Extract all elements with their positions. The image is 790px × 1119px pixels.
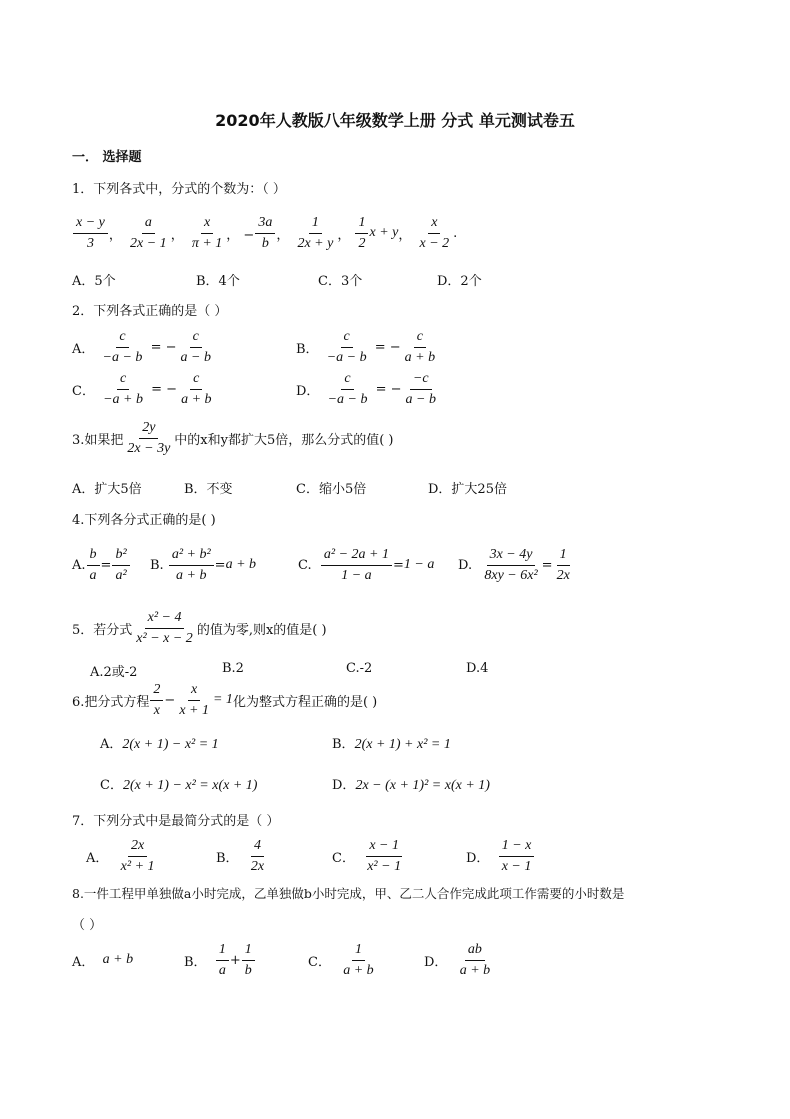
q2-option-b: B． c −a − b = − c a + b <box>296 329 436 365</box>
q6-stem: 6.把分式方程 2 x − $\frac{x}{x + 1}$ = 1 化为整式方程正确的是( ) <box>72 682 378 718</box>
q1-stem: 1．下列各式中，分式的个数为：（ ） <box>72 182 286 197</box>
q5-option-b: B.2 <box>222 661 244 676</box>
q1-expr-7: x x − 2 <box>419 215 450 251</box>
q7-option-a: A． 2x x² + 1 <box>86 838 155 874</box>
q4-stem: 4.下列各分式正确的是( ) <box>72 513 216 528</box>
q1-expr-6: 1 2 <box>355 214 368 252</box>
q8-stem: 8.一件工程甲单独做a小时完成，乙单独做b小时完成，甲、乙二人合作完成此项工作需要的小时数是 <box>72 886 625 901</box>
q3-option-a: A．扩大5倍 <box>72 482 142 497</box>
q1-expr-4: 3a b <box>255 214 275 252</box>
q2-option-d: D． c −a − b = − −c a − b <box>296 371 436 407</box>
q4-option-a: A. b a = b² a² <box>72 545 131 585</box>
q4-option-d: D. 3x − 4y 8xy − 6x² = 1 2x <box>458 547 570 583</box>
q3-option-d: D．扩大25倍 <box>428 482 507 497</box>
q1-expr-1: x − y 3 <box>73 214 108 252</box>
q3-option-b: B．不变 <box>184 482 233 497</box>
q5-stem: 5．若分式 x² − 4 x² − x − 2 的值为零,则x的值是( ) <box>72 610 327 646</box>
q1-expr-2: a 2x − 1 <box>130 215 167 251</box>
q5-option-c: C.-2 <box>346 661 373 676</box>
q1-option-a: A．5个 <box>72 274 116 289</box>
q8-option-c: C． 1 a + b <box>308 942 374 978</box>
section-heading: 一． 选择题 <box>72 150 142 165</box>
q6-option-d: D．2x − (x + 1)² = x(x + 1) <box>332 778 490 793</box>
q7-option-d: D． 1 − x x − 1 <box>466 836 535 876</box>
q5-fraction: x² − 4 x² − x − 2 <box>136 610 193 646</box>
q8-option-b: B． 1 a + 1 b <box>184 940 256 980</box>
q1-option-b: B．4个 <box>196 274 240 289</box>
q6-option-c: C．2(x + 1) − x² = x(x + 1) <box>100 778 258 793</box>
q4-option-b: B. a² + b² a + b = a + b <box>150 547 257 583</box>
q1-expr-3: x π + 1 <box>191 215 223 251</box>
q1-expressions: x − y 3 ， a 2x − 1 ， x π + 1 ， − 3a b ， 1 2x + y ， 1 2 x + y ， x x − 2 . <box>72 213 457 253</box>
q7-stem: 7．下列分式中是最简分式的是（ ） <box>72 814 280 829</box>
q8-option-d: D． ab a + b <box>424 942 491 978</box>
page-title: 2020年人教版八年级数学上册 分式 单元测试卷五 <box>215 111 575 130</box>
q7-option-b: B． 4 2x <box>216 838 265 874</box>
q1-option-d: D．2个 <box>437 274 482 289</box>
q6-option-b: B．2(x + 1) + x² = 1 <box>332 737 451 752</box>
q2-option-a: A． c −a − b = − c a − b <box>72 329 211 365</box>
q3-option-c: C．缩小5倍 <box>296 482 367 497</box>
q8-option-a: A． a + b <box>72 952 134 970</box>
q1-option-c: C．3个 <box>318 274 363 289</box>
q2-option-c: C． c −a + b = − c a + b <box>72 371 212 407</box>
q5-option-d: D.4 <box>466 661 489 676</box>
q5-option-a: A.2或-2 <box>90 665 138 680</box>
q4-option-c: C. a² − 2a + 1 1 − a = 1 − a <box>298 547 435 583</box>
q6-option-a: A．2(x + 1) − x² = 1 <box>100 737 219 752</box>
q8-paren: （ ） <box>72 918 103 933</box>
q2-stem: 2．下列各式正确的是（ ） <box>72 304 228 319</box>
q7-option-c: C． x − 1 x² − 1 <box>332 838 402 874</box>
q3-stem: 3.如果把 2y 2x − 3y 中的x和y都扩大5倍，那么分式的值( ) <box>72 420 394 456</box>
q3-fraction: 2y 2x − 3y <box>127 420 171 456</box>
q1-expr-5: 1 2x + y <box>297 215 334 251</box>
